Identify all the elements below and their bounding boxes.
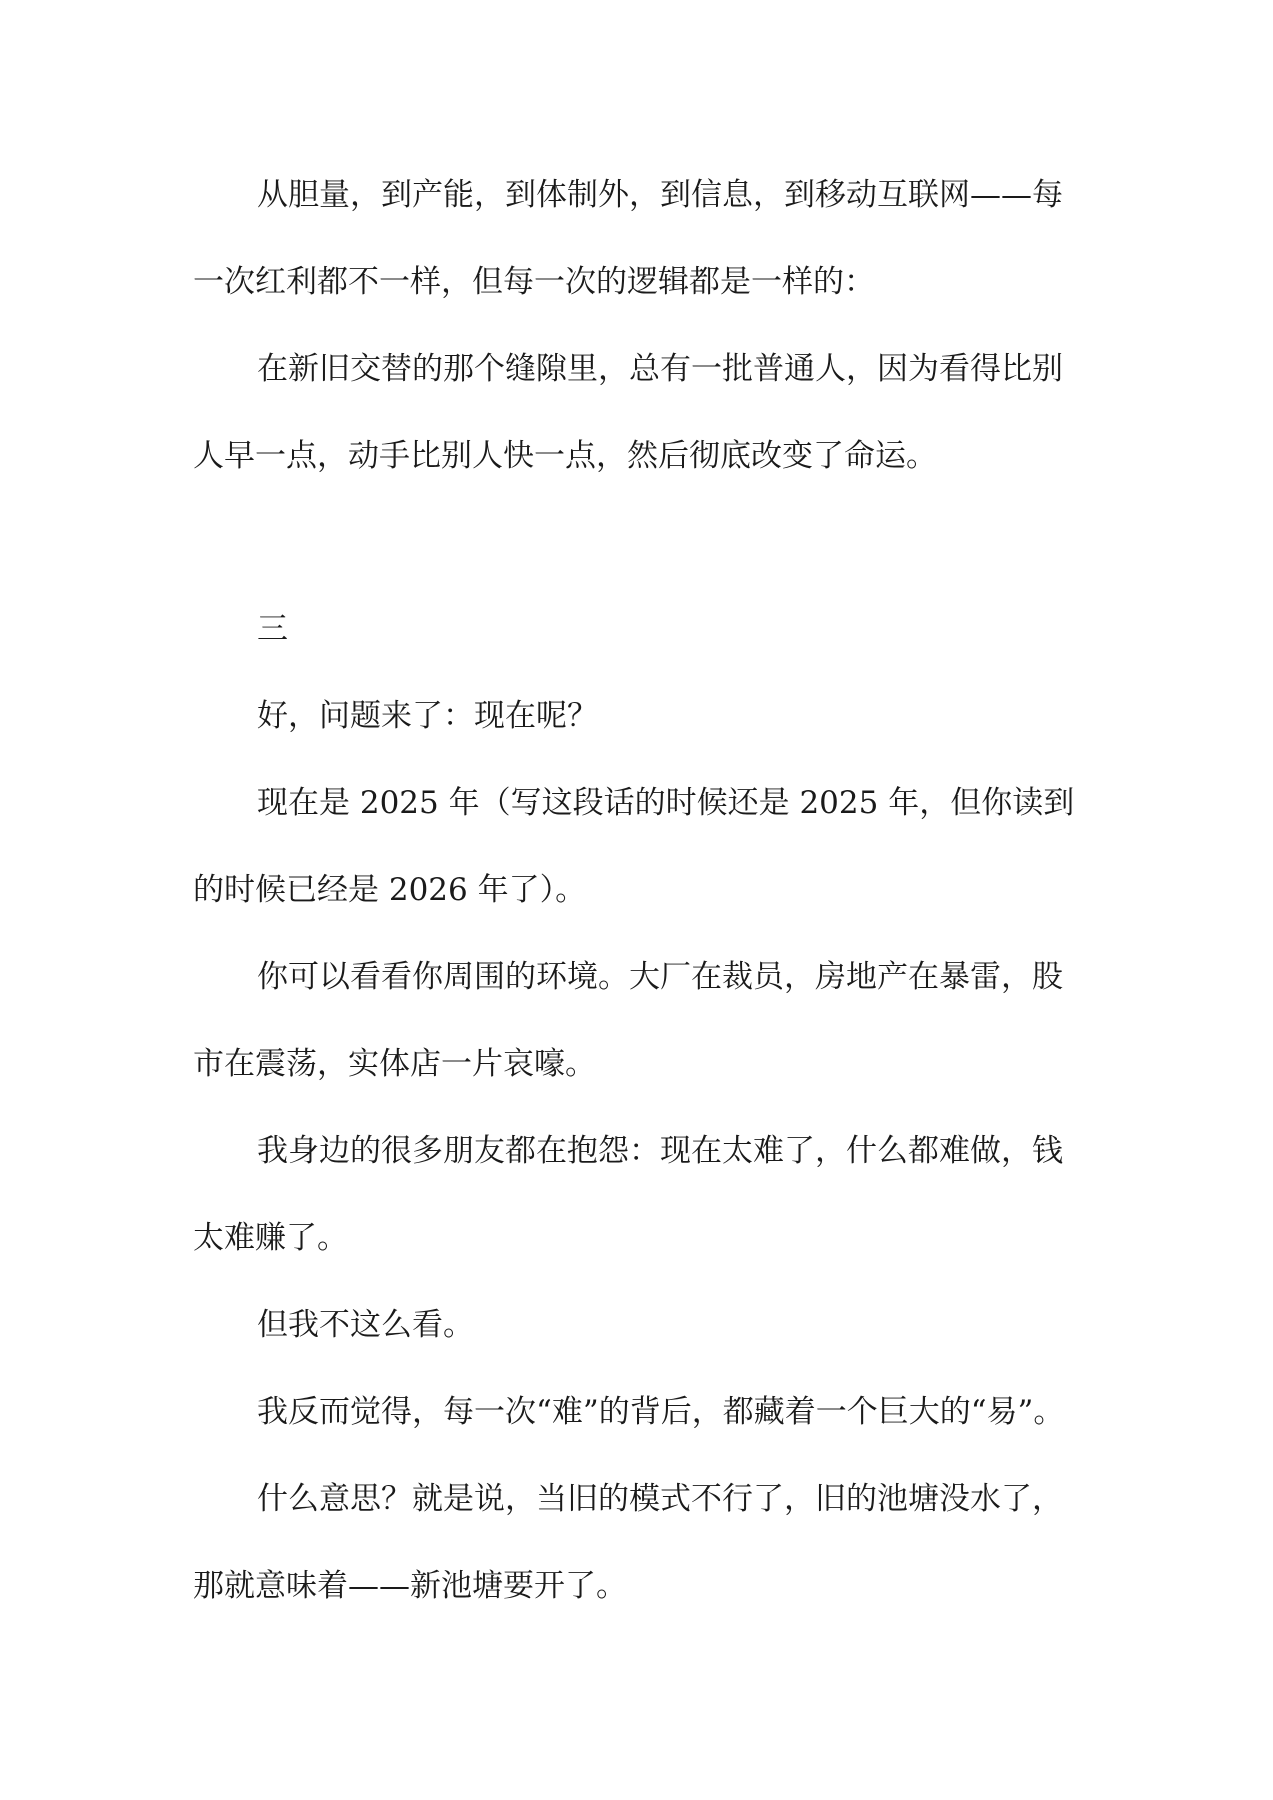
section-heading: 三 [257, 611, 288, 647]
paragraph-new-pond: 什么意思？就是说，当旧的模式不行了，旧的池塘没水了，那就意味着——新池塘要开了。 [193, 1481, 1063, 1604]
paragraph-year-2025: 现在是 2025 年（写这段话的时候还是 2025 年，但你读到的时候已经是 2026 年了）。 [193, 785, 1075, 908]
paragraph-friends-complain: 我身边的很多朋友都在抱怨：现在太难了，什么都难做，钱太难赚了。 [193, 1133, 1063, 1256]
paragraph-ordinary-people: 在新旧交替的那个缝隙里，总有一批普通人，因为看得比别人早一点，动手比别人快一点，然后彻底改变了命运。 [193, 351, 1063, 474]
paragraph-hard-easy: 我反而觉得，每一次“难”的背后，都藏着一个巨大的“易”。 [257, 1394, 1065, 1430]
paragraph-disagree: 但我不这么看。 [257, 1307, 474, 1343]
paragraph-dividends-logic: 从胆量，到产能，到体制外，到信息，到移动互联网——每一次红利都不一样，但每一次的逻辑都是一样的： [193, 177, 1063, 300]
paragraph-question: 好，问题来了：现在呢？ [257, 698, 598, 734]
paragraph-environment: 你可以看看你周围的环境。大厂在裁员，房地产在暴雷，股市在震荡，实体店一片哀嚎。 [193, 959, 1063, 1082]
